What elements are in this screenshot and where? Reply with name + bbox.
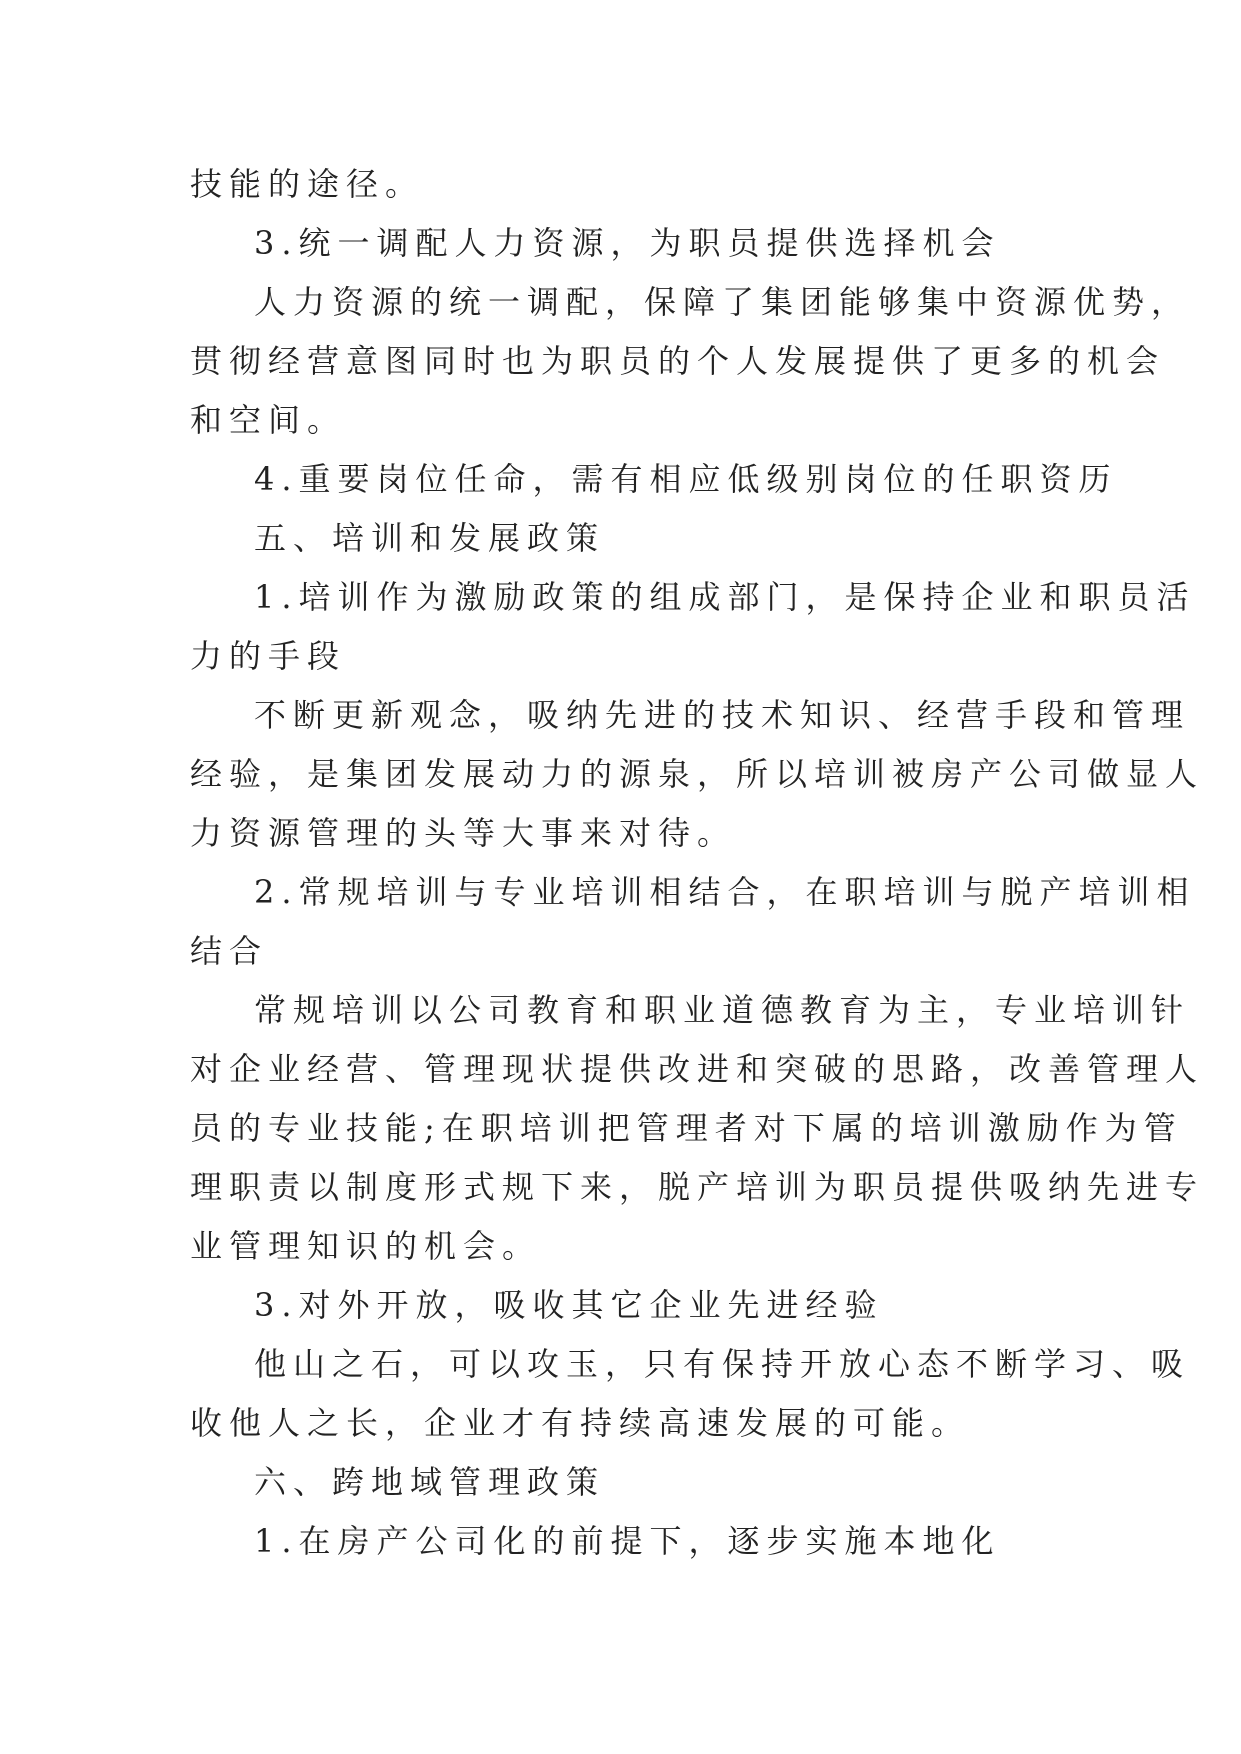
text-line: 经验，是集团发展动力的源泉，所以培训被房产公司做显人 bbox=[190, 755, 1205, 793]
text-line: 技能的途径。 bbox=[190, 165, 425, 203]
text-line: 贯彻经营意图同时也为职员的个人发展提供了更多的机会 bbox=[190, 342, 1166, 380]
text-line: 力的手段 bbox=[190, 637, 347, 675]
text-line: 不断更新观念，吸纳先进的技术知识、经营手段和管理 bbox=[254, 696, 1191, 734]
text-line: 业管理知识的机会。 bbox=[190, 1227, 542, 1265]
text-line: 力资源管理的头等大事来对待。 bbox=[190, 814, 737, 852]
text-line: 和空间。 bbox=[190, 401, 347, 439]
text-line: 常规培训以公司教育和职业道德教育为主，专业培训针 bbox=[254, 991, 1191, 1029]
section-heading: 1.培训作为激励政策的组成部门，是保持企业和职员活 bbox=[254, 578, 1196, 616]
text-line: 收他人之长，企业才有持续高速发展的可能。 bbox=[190, 1404, 971, 1442]
chapter-heading: 六、跨地域管理政策 bbox=[254, 1463, 606, 1501]
section-heading: 1.在房产公司化的前提下，逐步实施本地化 bbox=[254, 1522, 1001, 1560]
text-line: 对企业经营、管理现状提供改进和突破的思路，改善管理人 bbox=[190, 1050, 1205, 1088]
text-line: 他山之石，可以攻玉，只有保持开放心态不断学习、吸 bbox=[254, 1345, 1191, 1383]
text-line: 结合 bbox=[190, 932, 269, 970]
section-heading: 3.对外开放，吸收其它企业先进经验 bbox=[254, 1286, 884, 1324]
text-line: 理职责以制度形式规下来，脱产培训为职员提供吸纳先进专 bbox=[190, 1168, 1205, 1206]
text-line: 人力资源的统一调配，保障了集团能够集中资源优势， bbox=[254, 283, 1191, 321]
section-heading: 2.常规培训与专业培训相结合，在职培训与脱产培训相 bbox=[254, 873, 1196, 911]
text-line: 员的专业技能;在职培训把管理者对下属的培训激励作为管 bbox=[190, 1109, 1183, 1147]
chapter-heading: 五、培训和发展政策 bbox=[254, 519, 606, 557]
section-heading: 4.重要岗位任命，需有相应低级别岗位的任职资历 bbox=[254, 460, 1118, 498]
section-heading: 3.统一调配人力资源，为职员提供选择机会 bbox=[254, 224, 1001, 262]
